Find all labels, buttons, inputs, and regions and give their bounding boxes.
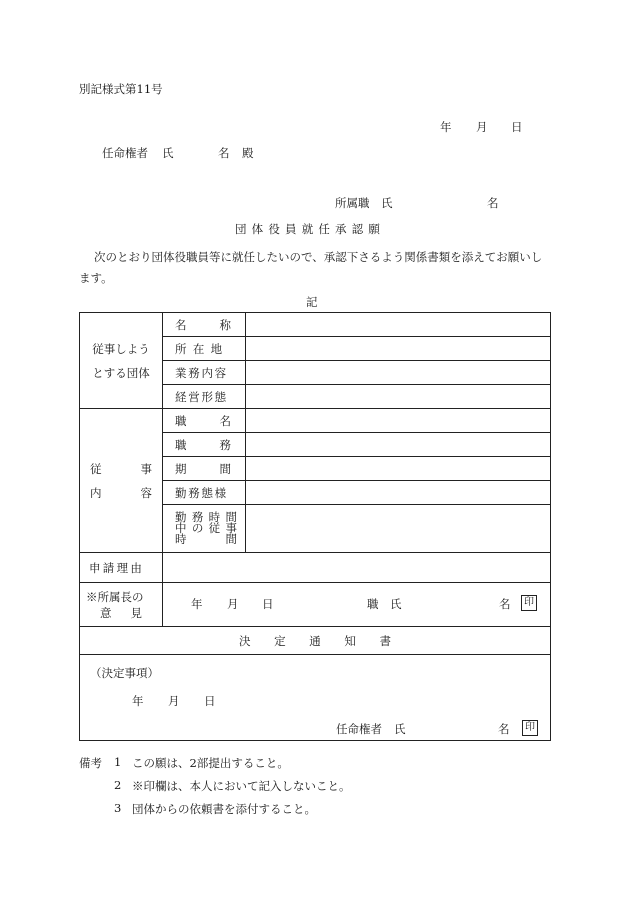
duty-field-label xyxy=(163,433,246,457)
notes-label: 備考 xyxy=(79,756,102,770)
addressee-shi: 氏 xyxy=(162,146,174,160)
note-text-3: 団体からの依頼書を添付すること。 xyxy=(132,802,316,816)
hours-char: 時 xyxy=(175,532,187,546)
duty-label-top xyxy=(90,457,152,481)
opinion-row xyxy=(80,583,551,627)
duty-label-cell xyxy=(80,409,163,553)
hours-char: 従 xyxy=(208,521,221,535)
hours-char: 務 xyxy=(191,510,204,524)
duty-field-label-b: 名 xyxy=(219,413,231,428)
org-field-label-b: 称 xyxy=(219,317,231,332)
duty-field-label-b: 間 xyxy=(219,461,231,476)
date-month: 月 xyxy=(476,120,488,134)
addressee-suffix: 殿 xyxy=(242,146,254,160)
duty-field-label-b: 務 xyxy=(219,437,231,452)
addressee-mei: 名 xyxy=(218,146,230,160)
duty-label-top-b: 事 xyxy=(140,461,152,476)
duty-row-title xyxy=(80,409,551,433)
org-field-label: 経営形態 xyxy=(163,385,246,409)
decision-title-char: 書 xyxy=(379,633,391,648)
hours-char: 事 xyxy=(225,521,237,535)
duty-label-top-a: 従 xyxy=(90,461,102,476)
date-year: 年 xyxy=(440,120,452,134)
decision-month: 月 xyxy=(168,694,180,708)
opinion-seal: 印 xyxy=(521,595,537,611)
decision-title-row xyxy=(80,627,551,655)
duty-field-label xyxy=(163,409,246,433)
org-field-label-a: 名 xyxy=(175,317,187,332)
org-row-name xyxy=(80,313,551,337)
duty-field-label xyxy=(163,457,246,481)
decision-title xyxy=(80,627,551,655)
org-business-input[interactable] xyxy=(246,361,551,385)
decision-title-char: 通 xyxy=(309,633,321,648)
org-management-input[interactable] xyxy=(246,385,551,409)
opinion-label-2 xyxy=(86,605,156,621)
note-text-2: ※印欄は、本人において記入しないこと。 xyxy=(132,779,351,793)
applicant-shi: 氏 xyxy=(381,196,393,210)
duty-label-bottom xyxy=(90,481,152,505)
decision-title-char: 決 xyxy=(239,633,251,648)
page-title: 団体役員就任承認願 xyxy=(235,222,386,236)
application-table xyxy=(79,312,551,741)
org-address-input[interactable] xyxy=(246,337,551,361)
opinion-day: 日 xyxy=(262,597,274,611)
opinion-label-1: ※所属長の xyxy=(86,589,144,604)
form-number: 別記様式第11号 xyxy=(79,82,163,96)
decision-matters: （決定事項） xyxy=(90,666,159,680)
decision-seal: 印 xyxy=(522,720,538,736)
opinion-shi: 職 氏 xyxy=(367,597,402,611)
org-field-label xyxy=(163,313,246,337)
duty-hours-input[interactable] xyxy=(246,505,551,553)
decision-shi: 氏 xyxy=(394,722,406,736)
hours-line-3 xyxy=(175,534,237,545)
hours-char: 勤 xyxy=(175,510,187,524)
decision-year: 年 xyxy=(132,694,144,708)
duty-hours-label xyxy=(163,505,246,553)
applicant-mei: 名 xyxy=(487,196,499,210)
hours-char: 間 xyxy=(225,532,237,546)
ki-mark: 記 xyxy=(306,295,318,309)
opinion-input[interactable] xyxy=(163,583,551,627)
opinion-label-2b: 見 xyxy=(130,605,142,620)
opinion-year: 年 xyxy=(191,597,203,611)
duty-role-input[interactable] xyxy=(246,433,551,457)
hours-char: の xyxy=(191,521,204,535)
org-name-input[interactable] xyxy=(246,313,551,337)
org-field-label: 業務内容 xyxy=(163,361,246,385)
intro-line-1: 次のとおり団体役職員等に就任したいので、承認下さるよう関係書類を添えてお願いし xyxy=(94,250,543,264)
opinion-label-2a: 意 xyxy=(100,605,112,620)
opinion-label xyxy=(80,583,163,627)
reason-label: 申請理由 xyxy=(80,553,163,583)
note-text-1: この願は、2部提出すること。 xyxy=(132,756,289,770)
org-field-label: 所在地 xyxy=(163,337,246,361)
addressee-role: 任命権者 xyxy=(102,146,148,160)
decision-title-char: 定 xyxy=(274,633,286,648)
hours-char: 時 xyxy=(208,510,221,524)
org-label-2: とする団体 xyxy=(92,365,150,380)
duty-label-bottom-a: 内 xyxy=(90,485,102,500)
note-num-3: 3 xyxy=(114,801,122,815)
opinion-month: 月 xyxy=(227,597,239,611)
note-num-2: 2 xyxy=(114,778,122,792)
reason-input[interactable] xyxy=(163,553,551,583)
org-label-cell xyxy=(80,313,163,409)
hours-char: 間 xyxy=(225,510,237,524)
decision-role: 任命権者 xyxy=(336,722,382,736)
duty-field-label-a: 期 xyxy=(175,461,187,476)
decision-day: 日 xyxy=(204,694,216,708)
duty-period-input[interactable] xyxy=(246,457,551,481)
duty-title-input[interactable] xyxy=(246,409,551,433)
duty-label-bottom-b: 容 xyxy=(140,485,152,500)
duty-mode-input[interactable] xyxy=(246,481,551,505)
hours-char: 中 xyxy=(175,521,187,535)
decision-mei: 名 xyxy=(498,722,510,736)
date-day: 日 xyxy=(511,120,523,134)
org-label-1: 従事しよう xyxy=(92,341,150,356)
opinion-mei: 名 xyxy=(499,597,511,611)
intro-line-2: ます。 xyxy=(79,271,113,285)
note-num-1: 1 xyxy=(114,755,122,769)
reason-row xyxy=(80,553,551,583)
decision-body[interactable] xyxy=(80,655,551,741)
applicant-label: 所属職 xyxy=(335,196,370,210)
decision-body-row xyxy=(80,655,551,741)
decision-title-char: 知 xyxy=(344,633,356,648)
duty-field-label-a: 職 xyxy=(175,413,187,428)
duty-field-label: 勤務態様 xyxy=(163,481,246,505)
duty-field-label-a: 職 xyxy=(175,437,187,452)
